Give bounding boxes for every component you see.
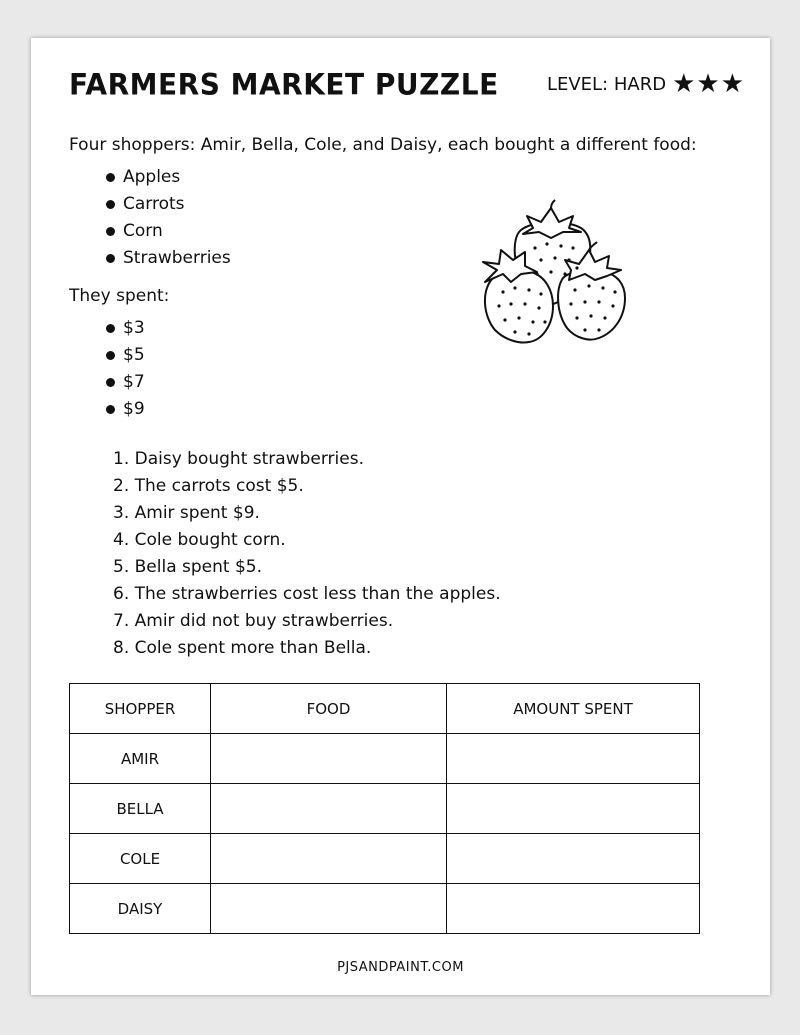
clue-item: 7. Amir did not buy strawberries.: [113, 611, 394, 631]
header-shopper: SHOPPER: [70, 684, 211, 734]
bullet-icon: [106, 405, 115, 414]
list-item: Carrots: [106, 191, 231, 218]
clue-list: [113, 446, 501, 662]
bullet-icon: [106, 173, 115, 182]
difficulty-level: [546, 69, 744, 99]
list-item: Apples: [106, 164, 231, 191]
shopper-name: BELLA: [70, 784, 211, 834]
table-row: [70, 734, 700, 784]
shopper-name: DAISY: [70, 884, 211, 934]
worksheet-page: [31, 38, 770, 995]
amount-answer-cell[interactable]: [447, 734, 700, 784]
header-amount-spent: AMOUNT SPENT: [447, 684, 700, 734]
clue-item: 8. Cole spent more than Bella.: [113, 638, 372, 658]
puzzle-intro: Four shoppers: Amir, Bella, Cole, and Daisy, each bought a different food:: [69, 135, 697, 155]
food-answer-cell[interactable]: [211, 834, 447, 884]
amount-answer-cell[interactable]: [447, 834, 700, 884]
answer-grid: [69, 683, 700, 934]
bullet-icon: [106, 227, 115, 236]
shopper-name: COLE: [70, 834, 211, 884]
star-icon: ★: [672, 69, 696, 99]
table-header-row: [70, 684, 700, 734]
food-answer-cell[interactable]: [211, 734, 447, 784]
bullet-icon: [106, 200, 115, 209]
clue-item: 1. Daisy bought strawberries.: [113, 449, 364, 469]
clue-item: 4. Cole bought corn.: [113, 530, 286, 550]
page-title: FARMERS MARKET PUZZLE: [69, 67, 499, 102]
spent-label: They spent:: [69, 286, 170, 306]
list-item: Strawberries: [106, 245, 231, 272]
strawberries-icon: [471, 198, 636, 348]
star-icon: ★: [696, 69, 720, 99]
table-row: [70, 834, 700, 884]
list-item: Corn: [106, 218, 231, 245]
bullet-icon: [106, 254, 115, 263]
star-icon: ★: [720, 69, 744, 99]
bullet-icon: [106, 378, 115, 387]
bullet-icon: [106, 324, 115, 333]
clue-item: 5. Bella spent $5.: [113, 557, 262, 577]
food-list: [106, 164, 231, 272]
level-label: LEVEL: HARD: [546, 73, 667, 95]
bullet-icon: [106, 351, 115, 360]
shopper-name: AMIR: [70, 734, 211, 784]
amount-answer-cell[interactable]: [447, 884, 700, 934]
list-item: $9: [106, 396, 145, 423]
header-food: FOOD: [211, 684, 447, 734]
difficulty-stars: [672, 69, 744, 99]
clue-item: 6. The strawberries cost less than the apples.: [113, 584, 501, 604]
list-item: $5: [106, 342, 145, 369]
amount-list: [106, 315, 145, 423]
table-row: [70, 884, 700, 934]
table-row: [70, 784, 700, 834]
list-item: $7: [106, 369, 145, 396]
site-footer: PJSANDPAINT.COM: [337, 960, 464, 975]
food-answer-cell[interactable]: [211, 784, 447, 834]
clue-item: 3. Amir spent $9.: [113, 503, 260, 523]
list-item: $3: [106, 315, 145, 342]
amount-answer-cell[interactable]: [447, 784, 700, 834]
food-answer-cell[interactable]: [211, 884, 447, 934]
clue-item: 2. The carrots cost $5.: [113, 476, 304, 496]
